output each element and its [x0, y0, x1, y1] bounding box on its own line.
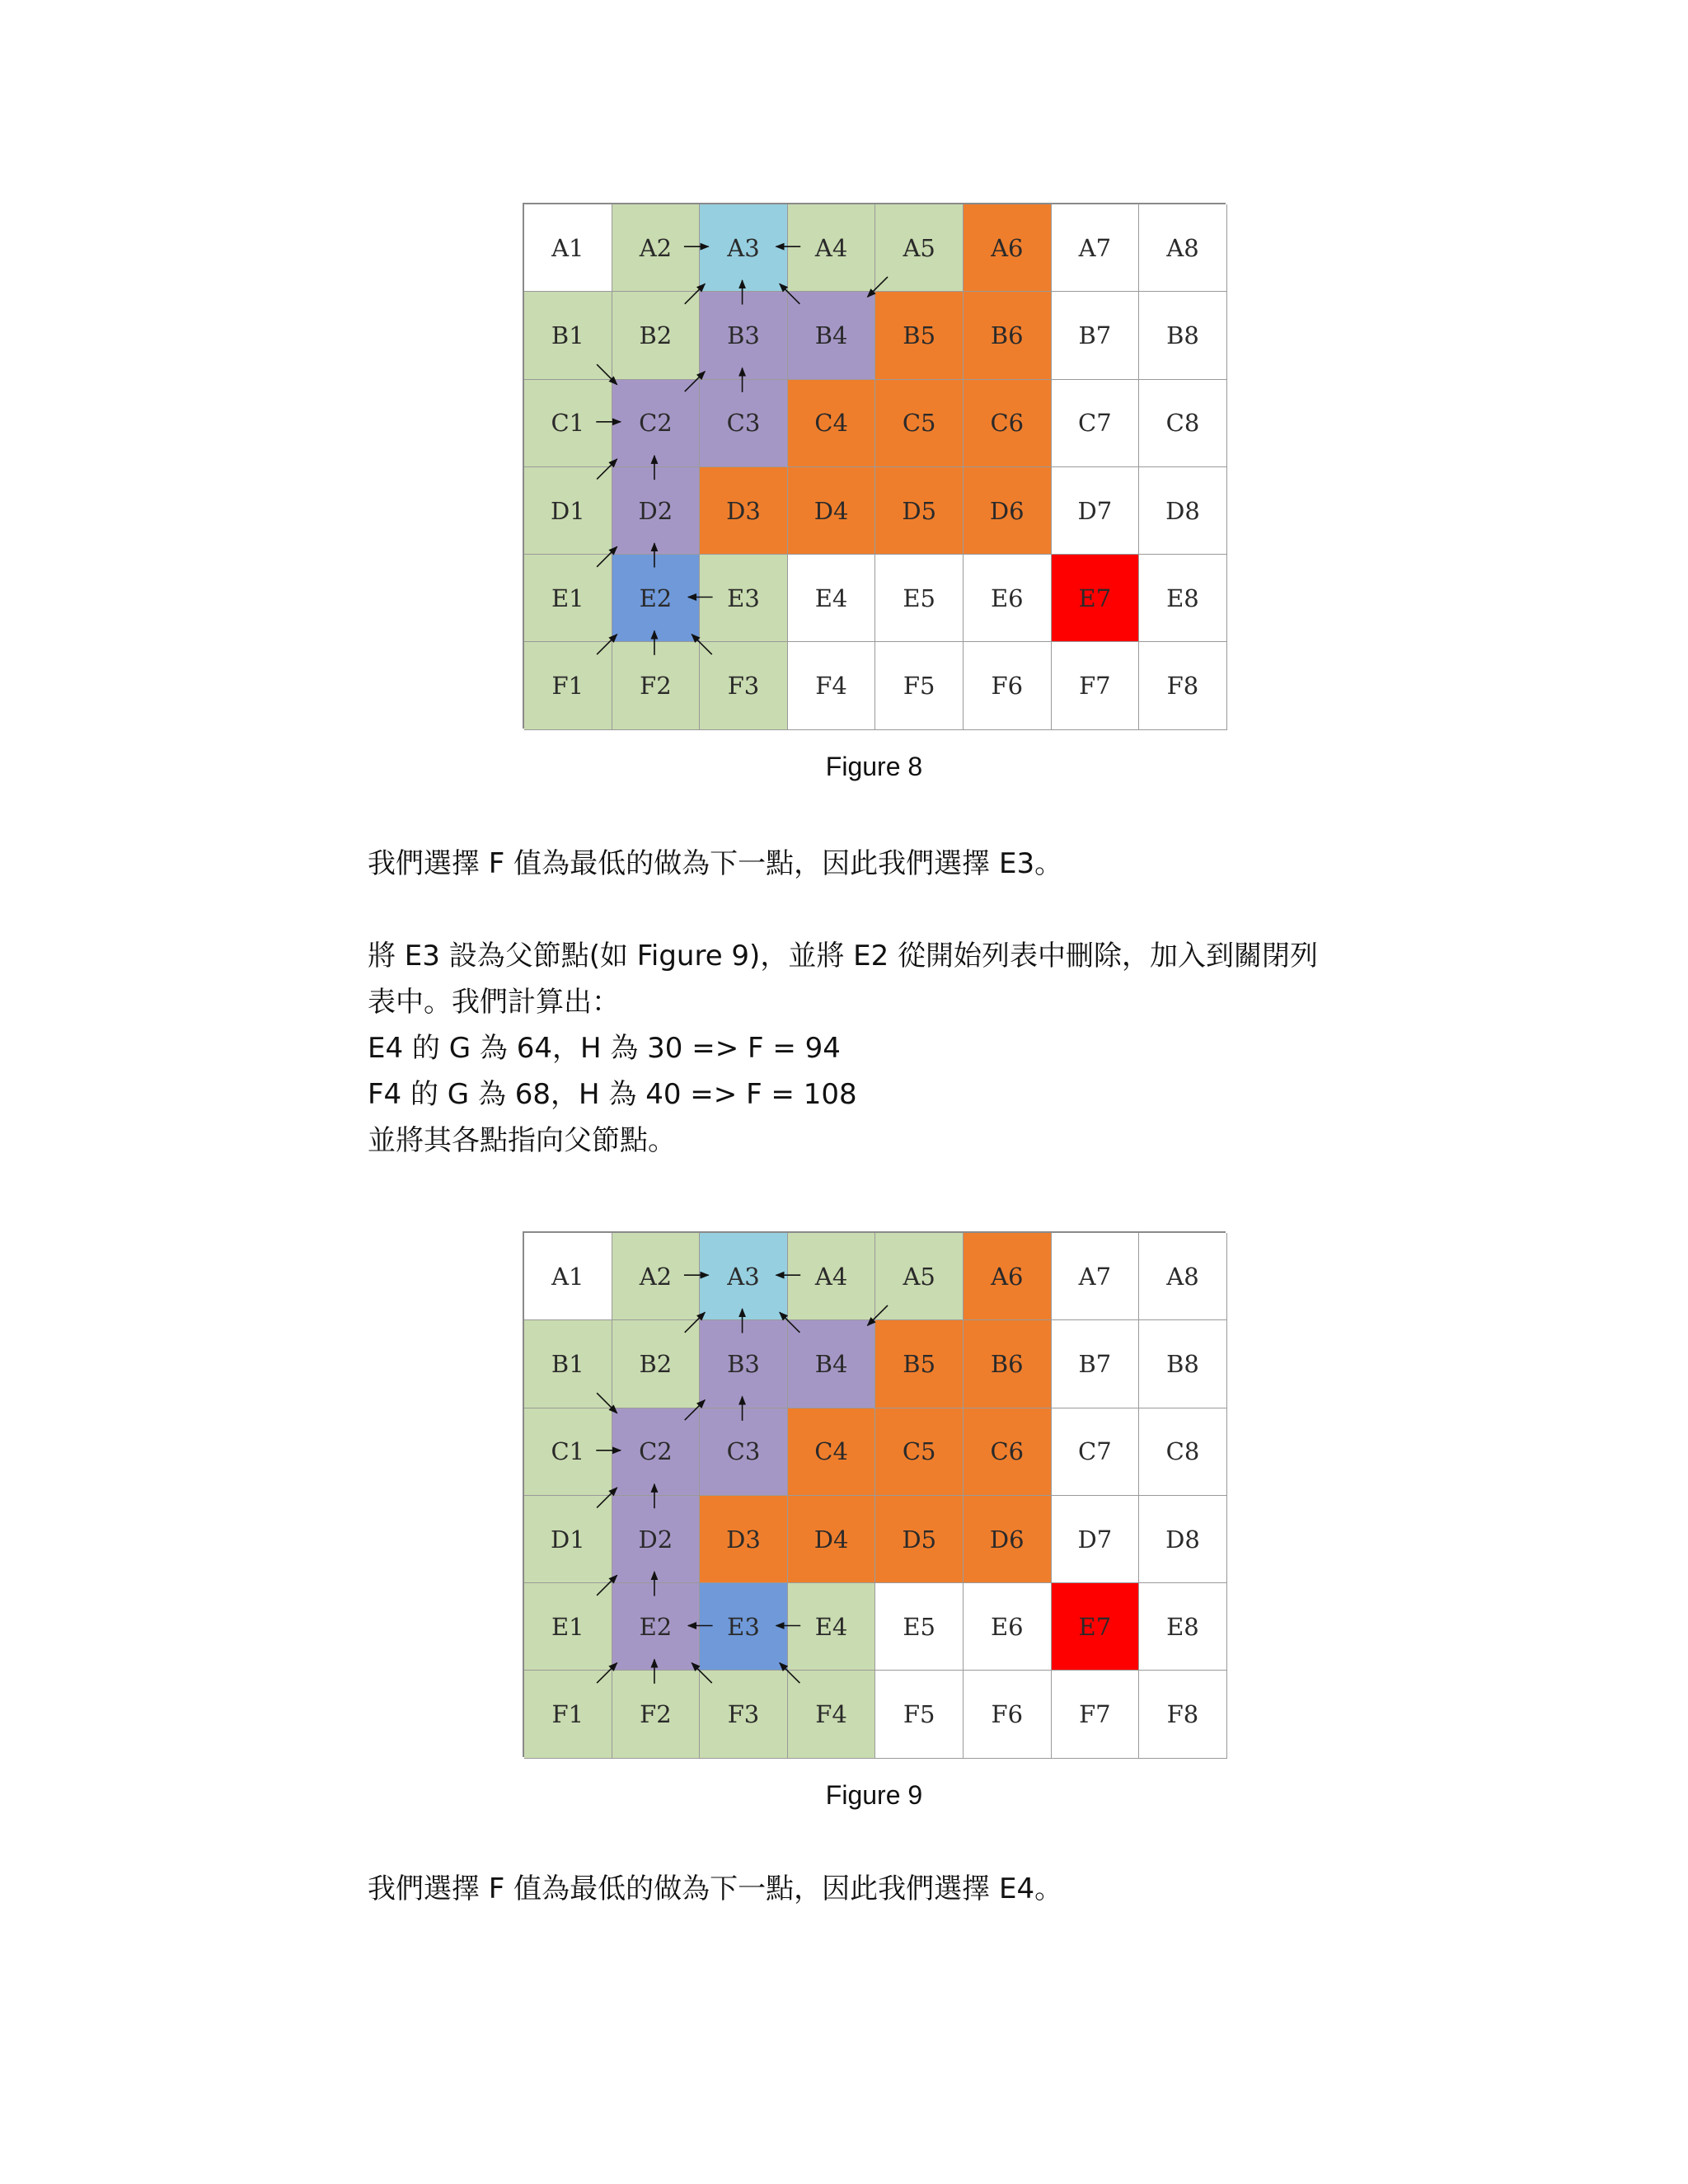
grid-cell-d4: D4	[788, 1496, 876, 1583]
grid-cell-b1: B1	[524, 1320, 612, 1408]
grid-cell-c8: C8	[1139, 380, 1227, 467]
grid-cell-b5: B5	[875, 292, 964, 379]
grid-cell-e3: E3	[700, 555, 788, 642]
grid-cell-e5: E5	[875, 1583, 964, 1671]
grid-cell-b4: B4	[788, 1320, 876, 1408]
grid-cell-d4: D4	[788, 467, 876, 555]
grid-cell-e1: E1	[524, 1583, 612, 1671]
grid-cell-a5: A5	[875, 204, 964, 292]
grid-cell-f1: F1	[524, 1671, 612, 1758]
grid-cell-f3: F3	[700, 642, 788, 729]
grid-cell-a5: A5	[875, 1233, 964, 1320]
grid-cell-e4: E4	[788, 1583, 876, 1671]
grid-cell-f4: F4	[788, 1671, 876, 1758]
grid-cell-a7: A7	[1052, 204, 1140, 292]
grid-cell-f2: F2	[612, 1671, 701, 1758]
grid-cell-a6: A6	[964, 1233, 1052, 1320]
grid-figure-9	[523, 1231, 1226, 1757]
grid-cell-b2: B2	[612, 292, 701, 379]
grid-cell-d1: D1	[524, 467, 612, 555]
grid-cell-d3: D3	[700, 1496, 788, 1583]
grid-cell-a6: A6	[964, 204, 1052, 292]
grid-cell-d1: D1	[524, 1496, 612, 1583]
grid-cell-d5: D5	[875, 467, 964, 555]
grid-cell-a2: A2	[612, 1233, 701, 1320]
grid-cell-b3: B3	[700, 292, 788, 379]
grid-cell-a4: A4	[788, 204, 876, 292]
grid-cell-d6: D6	[964, 467, 1052, 555]
grid-cell-d2: D2	[612, 467, 701, 555]
grid-cell-c4: C4	[788, 380, 876, 467]
text-line: F4 的 G 為 68，H 為 40 => F = 108	[368, 1078, 857, 1111]
grid-cell-d5: D5	[875, 1496, 964, 1583]
grid-cell-b4: B4	[788, 292, 876, 379]
grid-cells	[523, 1231, 1226, 1757]
grid-cell-e3: E3	[700, 1583, 788, 1671]
grid-cell-d3: D3	[700, 467, 788, 555]
grid-cell-c1: C1	[524, 380, 612, 467]
grid-cell-f4: F4	[788, 642, 876, 729]
grid-cell-f1: F1	[524, 642, 612, 729]
grid-cell-f5: F5	[875, 642, 964, 729]
text-line: 並將其各點指向父節點。	[368, 1124, 676, 1157]
text-line: 將 E3 設為父節點(如 Figure 9)，並將 E2 從開始列表中刪除，加入到關閉列	[368, 940, 1319, 972]
grid-cell-e6: E6	[964, 1583, 1052, 1671]
grid-cell-b5: B5	[875, 1320, 964, 1408]
grid-figure-8	[523, 203, 1226, 729]
grid-cell-b6: B6	[964, 1320, 1052, 1408]
grid-cell-c8: C8	[1139, 1408, 1227, 1496]
grid-cell-b8: B8	[1139, 1320, 1227, 1408]
grid-cell-c5: C5	[875, 1408, 964, 1496]
grid-cell-b6: B6	[964, 292, 1052, 379]
grid-cell-b8: B8	[1139, 292, 1227, 379]
grid-cell-d2: D2	[612, 1496, 701, 1583]
grid-cell-a2: A2	[612, 204, 701, 292]
grid-cell-c6: C6	[964, 380, 1052, 467]
grid-cells	[523, 203, 1226, 729]
grid-cell-f6: F6	[964, 642, 1052, 729]
grid-cell-a1: A1	[524, 204, 612, 292]
grid-cell-e8: E8	[1139, 1583, 1227, 1671]
grid-cell-c7: C7	[1052, 380, 1140, 467]
grid-cell-f3: F3	[700, 1671, 788, 1758]
grid-cell-f8: F8	[1139, 1671, 1227, 1758]
grid-cell-b7: B7	[1052, 292, 1140, 379]
grid-cell-c2: C2	[612, 1408, 701, 1496]
grid-cell-a3: A3	[700, 1233, 788, 1320]
grid-cell-c7: C7	[1052, 1408, 1140, 1496]
grid-cell-b7: B7	[1052, 1320, 1140, 1408]
grid-cell-f6: F6	[964, 1671, 1052, 1758]
paragraph-choose-e3: 我們選擇 F 值為最低的做為下一點，因此我們選擇 E3。	[368, 847, 1063, 880]
grid-cell-f7: F7	[1052, 1671, 1140, 1758]
grid-cell-a1: A1	[524, 1233, 612, 1320]
grid-cell-e7: E7	[1052, 1583, 1140, 1671]
figure-8	[523, 203, 1226, 781]
grid-cell-c2: C2	[612, 380, 701, 467]
grid-cell-c3: C3	[700, 1408, 788, 1496]
grid-cell-e6: E6	[964, 555, 1052, 642]
grid-cell-d7: D7	[1052, 467, 1140, 555]
grid-cell-b1: B1	[524, 292, 612, 379]
grid-cell-c5: C5	[875, 380, 964, 467]
grid-cell-e4: E4	[788, 555, 876, 642]
grid-cell-f2: F2	[612, 642, 701, 729]
grid-cell-a7: A7	[1052, 1233, 1140, 1320]
grid-cell-e7: E7	[1052, 555, 1140, 642]
grid-cell-f5: F5	[875, 1671, 964, 1758]
grid-cell-e2: E2	[612, 555, 701, 642]
text-line: E4 的 G 為 64，H 為 30 => F = 94	[368, 1032, 841, 1065]
text-line: 表中。我們計算出：	[368, 986, 620, 1019]
grid-cell-d6: D6	[964, 1496, 1052, 1583]
paragraph-e3-parent	[368, 933, 1390, 1164]
grid-cell-d8: D8	[1139, 1496, 1227, 1583]
grid-cell-c1: C1	[524, 1408, 612, 1496]
grid-cell-d8: D8	[1139, 467, 1227, 555]
paragraph-choose-e4: 我們選擇 F 值為最低的做為下一點，因此我們選擇 E4。	[368, 1872, 1063, 1905]
grid-cell-c3: C3	[700, 380, 788, 467]
grid-cell-e2: E2	[612, 1583, 701, 1671]
figure-caption: Figure 8	[825, 752, 923, 781]
grid-cell-f7: F7	[1052, 642, 1140, 729]
grid-cell-a8: A8	[1139, 1233, 1227, 1320]
grid-cell-a4: A4	[788, 1233, 876, 1320]
grid-cell-b3: B3	[700, 1320, 788, 1408]
figure-caption: Figure 9	[825, 1780, 923, 1810]
grid-cell-b2: B2	[612, 1320, 701, 1408]
grid-cell-c6: C6	[964, 1408, 1052, 1496]
grid-cell-c4: C4	[788, 1408, 876, 1496]
grid-cell-e8: E8	[1139, 555, 1227, 642]
grid-cell-e5: E5	[875, 555, 964, 642]
figure-9	[523, 1231, 1226, 1810]
grid-cell-f8: F8	[1139, 642, 1227, 729]
grid-cell-e1: E1	[524, 555, 612, 642]
grid-cell-a8: A8	[1139, 204, 1227, 292]
grid-cell-d7: D7	[1052, 1496, 1140, 1583]
grid-cell-a3: A3	[700, 204, 788, 292]
